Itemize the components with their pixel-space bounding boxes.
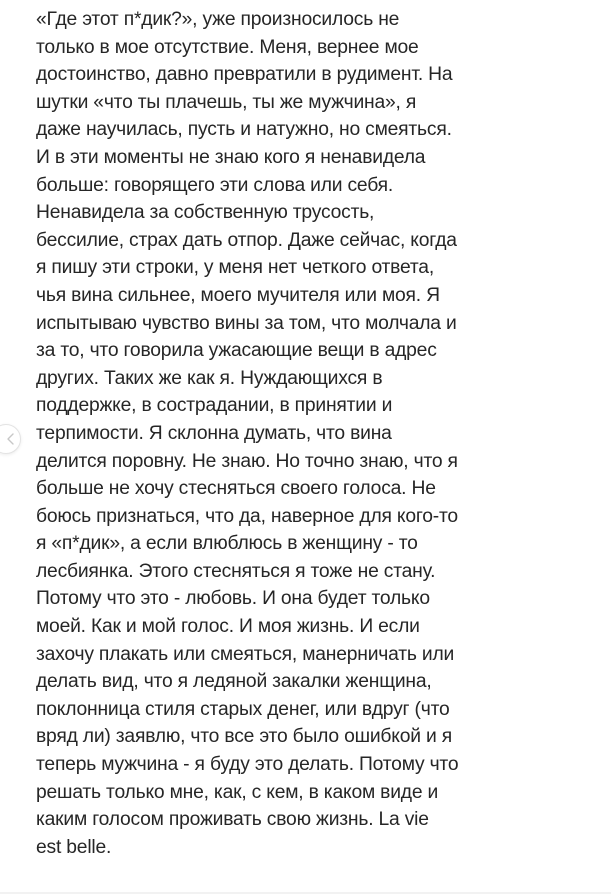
post-text-line: бессилие, страх дать отпор. Даже сейчас, когда xyxy=(36,229,457,251)
post-text-line: больше не хочу стесняться своего голоса. Не xyxy=(36,478,436,500)
post-text-line: я пишу эти строки, у меня нет четкого ответа, xyxy=(36,257,434,279)
post-text-line: поддержке, в сострадании, в принятии и xyxy=(36,395,393,417)
post-text-line: каким голосом проживать свою жизнь. La vie xyxy=(36,809,429,831)
post-text-line: Ненавидела за собственную трусость, xyxy=(36,202,375,224)
chevron-left-icon xyxy=(7,433,14,445)
post-text-line: «Где этот п*дик?», уже произносилось не xyxy=(36,9,400,30)
post-text-line: поклонница стиля старых денег, или вдруг (что xyxy=(36,698,450,720)
previous-slide-button[interactable] xyxy=(0,424,21,454)
post-text-line: больше: говорящего эти слова или себя. xyxy=(36,174,394,196)
post-text-line: И в эти моменты не знаю кого я ненавидела xyxy=(36,146,426,168)
post-text-line: испытываю чувство вины за том, что молчала и xyxy=(36,312,457,334)
post-text-line: вряд ли) заявлю, что все это было ошибкой и я xyxy=(36,726,452,748)
post-text-line: я «п*дик», а если влюблюсь в женщину - то xyxy=(36,533,418,555)
post-text-line: делать вид, что я ледяной закалки женщина, xyxy=(36,671,432,693)
post-text-line: даже научилась, пусть и натужно, но смеяться. xyxy=(36,119,452,141)
post-text-line: теперь мужчина - я буду это делать. Потому что xyxy=(36,754,459,776)
post-text-line: достоинство, давно превратили в рудимент. На xyxy=(36,64,453,86)
post-text-line: моей. Как и мой голос. И моя жизнь. И если xyxy=(36,616,420,638)
post-text-line: делится поровну. Не знаю. Но точно знаю, что я xyxy=(36,450,458,472)
post-text-line: захочу плакать или смеяться, манерничать или xyxy=(36,643,455,665)
post-text-line: боюсь признаться, что да, наверное для кого-то xyxy=(36,505,458,527)
post-text-line: Потому что это - любовь. И она будет только xyxy=(36,588,430,610)
post-text-line: решать только мне, как, с кем, в каком виде и xyxy=(36,781,439,803)
post-text-line: шутки «что ты плачешь, ты же мужчина», я xyxy=(36,91,417,113)
post-text xyxy=(36,6,596,861)
post-text-line: est belle. xyxy=(36,836,112,858)
post-text-line: лесбиянка. Этого стесняться я тоже не стану. xyxy=(36,560,436,582)
post-text-line: других. Таких же как я. Нуждающихся в xyxy=(36,367,383,389)
post-text-line: за то, что говорила ужасающие вещи в адрес xyxy=(36,340,437,362)
post-text-line: только в мое отсутствие. Меня, вернее мое xyxy=(36,36,419,58)
post-text-line: терпимости. Я склонна думать, что вина xyxy=(36,422,392,444)
post-text-line: чья вина сильнее, моего мучителя или моя. Я xyxy=(36,284,440,306)
